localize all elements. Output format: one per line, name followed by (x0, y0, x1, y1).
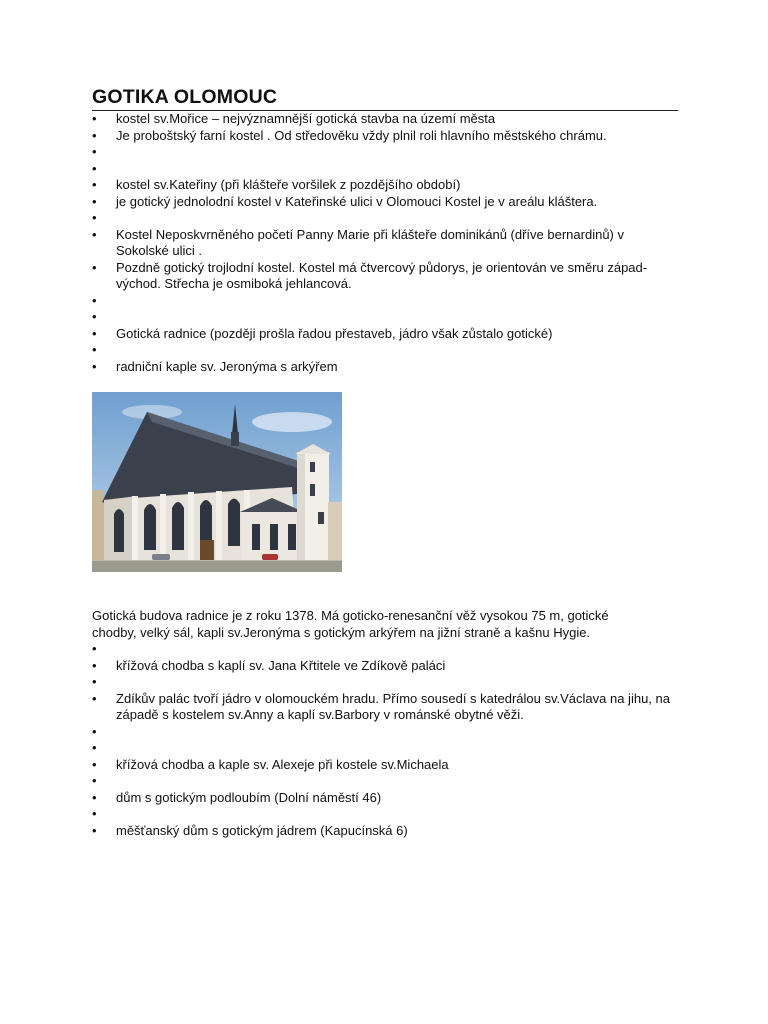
list-item (92, 342, 678, 359)
bullet-marker: • (92, 657, 97, 673)
bullet-marker: • (92, 177, 97, 192)
list-item (92, 757, 678, 774)
list-item (92, 111, 678, 128)
list-item (92, 260, 678, 293)
list-item (92, 823, 678, 840)
list-item (92, 359, 678, 376)
list-item (92, 790, 678, 807)
bullet-marker: • (92, 325, 97, 341)
bullet-marker: • (92, 740, 97, 755)
list-item-text: kostel sv.Kateřiny (při klášteře voršilek z pozdějšího období) (116, 177, 461, 192)
bullet-list-buildings (92, 641, 678, 839)
town-hall-paragraph: Gotická budova radnice je z roku 1378. Má goticko-renesanční věž vysokou 75 m, gotické chodby, velký sál, kapli sv.Jeronýma s gotickým arkýřem na jižní straně a kašnu Hygie. (92, 608, 609, 640)
bullet-marker: • (92, 806, 97, 821)
bullet-marker: • (92, 789, 97, 805)
bullet-marker: • (92, 822, 97, 838)
bullet-marker: • (92, 160, 97, 176)
list-item (92, 691, 678, 724)
list-item (92, 724, 678, 741)
list-item-text: Je proboštský farní kostel . Od středověku vždy plnil roli hlavního městského chrámu. (116, 127, 607, 143)
bullet-marker: • (92, 690, 97, 706)
bullet-marker: • (92, 193, 97, 209)
list-item (92, 674, 678, 691)
bullet-list-churches (92, 111, 678, 375)
list-item (92, 210, 678, 227)
list-item (92, 161, 678, 178)
bullet-marker: • (92, 641, 97, 656)
document-title: GOTIKA OLOMOUC (92, 86, 278, 108)
list-item (92, 641, 678, 658)
list-item (92, 773, 678, 790)
list-item-text: dům s gotickým podloubím (Dolní náměstí 46) (116, 789, 382, 805)
list-item (92, 144, 678, 161)
bullet-marker: • (92, 358, 97, 374)
list-item (92, 194, 678, 211)
list-item-text: křížová chodba s kaplí sv. Jana Křtitele ve Zdíkově paláci (116, 657, 446, 673)
bullet-marker: • (92, 259, 97, 275)
list-item-text: Zdíkův palác tvoří jádro v olomouckém hradu. Přímo sousedí s katedrálou sv.Václava na jihu, na západě s kostelem sv.Anny a kaplí sv.Barbory v románské obytné věži. (116, 690, 670, 722)
bullet-marker: • (92, 309, 97, 324)
bullet-marker: • (92, 111, 97, 126)
document-page (92, 86, 678, 839)
list-item (92, 227, 678, 260)
church-photo-image (92, 392, 342, 572)
bullet-marker: • (92, 127, 97, 143)
bullet-marker: • (92, 226, 97, 242)
church-photo (92, 392, 342, 572)
list-item-text: křížová chodba a kaple sv. Alexeje při kostele sv.Michaela (116, 756, 449, 772)
bullet-marker: • (92, 210, 97, 225)
list-item (92, 293, 678, 310)
bullet-marker: • (92, 723, 97, 739)
list-item-text: radniční kaple sv. Jeronýma s arkýřem (116, 358, 338, 374)
list-item (92, 740, 678, 757)
bullet-marker: • (92, 342, 97, 357)
bullet-marker: • (92, 674, 97, 689)
list-item-text: je gotický jednolodní kostel v Kateřinské ulici v Olomouci Kostel je v areálu kláštera. (116, 193, 598, 209)
list-item-text: Pozdně gotický trojlodní kostel. Kostel má čtvercový půdorys, je orientován ve směru západ-východ. Střecha je osmiboká jehlancová. (116, 259, 648, 291)
list-item (92, 128, 678, 145)
list-item-text: Gotická radnice (později prošla řadou přestaveb, jádro však zůstalo gotické) (116, 325, 553, 341)
list-item (92, 309, 678, 326)
list-item (92, 806, 678, 823)
list-item-text: Kostel Neposkvrněného početí Panny Marie při klášteře dominikánů (dříve bernardinů) v Sokolské ulici . (116, 226, 624, 258)
bullet-marker: • (92, 773, 97, 788)
list-item-text: měšťanský dům s gotickým jádrem (Kapucínská 6) (116, 822, 408, 838)
list-item-text: kostel sv.Mořice – nejvýznamnější gotická stavba na území města (116, 111, 496, 126)
bullet-marker: • (92, 292, 97, 308)
list-item (92, 326, 678, 343)
list-item (92, 658, 678, 675)
list-item (92, 177, 678, 194)
bullet-marker: • (92, 756, 97, 772)
bullet-marker: • (92, 144, 97, 159)
